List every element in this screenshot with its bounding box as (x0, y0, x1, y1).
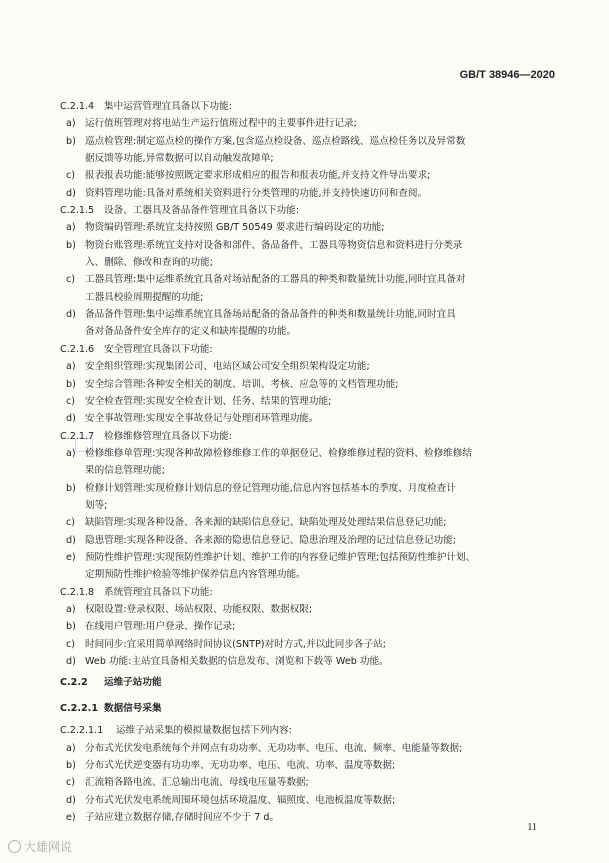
list-item (60, 601, 554, 618)
list-item-text: 时间同步:宜采用简单网络时间协议(SNTP)对时方式,并以此同步各子站; (85, 638, 386, 650)
list-item (60, 445, 554, 462)
list-item-label: d) (66, 413, 76, 425)
watermark (8, 838, 72, 855)
list-item-label: d) (66, 187, 76, 199)
watermark-logo-icon (8, 840, 21, 853)
list-item-continuation: 定期预防性维护检验等维护保养信息内容管理功能。 (85, 569, 306, 581)
section-heading (60, 202, 554, 219)
list-item-label: e) (66, 812, 76, 824)
list-item-label: e) (66, 551, 76, 563)
section-text: 安全管理宜具备以下功能: (104, 343, 213, 355)
list-item (60, 618, 554, 635)
document-body (60, 98, 554, 826)
section-text: 运维子站采集的模拟量数据包括下列内容: (116, 725, 292, 737)
section-number: C.2.1.5 (60, 205, 95, 217)
page-number: 11 (527, 822, 537, 833)
section-number: C.2.2 (60, 677, 88, 689)
list-item-text: 缺陷管理:实现各种设备、各来源的缺陷信息登记、缺陷处理及处理结果信息登记功能; (85, 517, 447, 529)
list-item-label: a) (66, 603, 76, 615)
list-item-label: a) (66, 361, 76, 373)
list-item (60, 306, 554, 323)
list-item-continuation: 入、删除、修改和查询的功能; (85, 257, 213, 269)
list-item-text: 备品备件管理:集中运维系统宜具备场站配备的备品备件的种类和数量统计功能,同时宜具 (85, 309, 456, 321)
list-item-text: 隐患管理:实现各种设备、各来源的隐患信息登记、隐患治理及治理的记过信息登记功能; (85, 534, 457, 546)
list-item (60, 358, 554, 375)
list-item-text: 子站应建立数据存储,存储时间应不少于 7 d。 (85, 812, 280, 824)
list-item-label: c) (66, 170, 76, 182)
section-heading (60, 584, 554, 601)
list-item (60, 393, 554, 410)
section-heading (60, 428, 554, 445)
list-item-label: d) (66, 794, 76, 806)
watermark-text: 大雄网说 (24, 840, 73, 854)
list-item-label: c) (66, 638, 76, 650)
list-item (60, 809, 554, 826)
list-item (60, 115, 554, 132)
section-title (60, 670, 554, 696)
list-item-text: 工器具管理:集中运维系统宜具备对场站配备的工器具的种类和数量统计功能,同时宜具备对 (85, 274, 466, 286)
list-item (60, 271, 554, 288)
list-item-text: 资料管理功能:具备对系统相关资料进行分类管理的功能,并支持快速访问和查阅。 (85, 187, 428, 199)
list-item-continuation: 果的信息管理功能; (85, 465, 165, 477)
list-item-label: b) (66, 621, 76, 633)
list-item-text: 检修计划管理:实现检修计划信息的登记管理功能,信息内容包括基本的季度、月度检查计 (85, 482, 456, 494)
list-item (60, 532, 554, 549)
list-item-label: c) (66, 274, 76, 286)
section-text: 设备、工器具及备品备件管理宜具备以下功能: (104, 205, 300, 217)
list-item (60, 133, 554, 150)
list-item-label: d) (66, 309, 76, 321)
section-text: 集中运营管理宜具备以下功能: (104, 101, 232, 112)
list-item-label: a) (66, 118, 76, 130)
section-text: 检修维修管理宜具备以下功能: (104, 430, 232, 442)
list-item-continuation: 工器具校验周期提醒的功能; (85, 291, 204, 303)
list-item (60, 757, 554, 774)
section-title (60, 696, 554, 722)
list-item-label: b) (66, 239, 76, 251)
list-item (60, 376, 554, 393)
section-number: C.2.2.1.1 (60, 725, 104, 737)
list-item-text: 报表报表功能:能够按照既定要求形成相应的报告和报表功能,并支持文件导出要求; (85, 170, 431, 182)
section-title-text: 运维子站功能 (104, 677, 162, 689)
section-heading (60, 98, 554, 115)
section-heading (60, 341, 554, 358)
list-item (60, 514, 554, 531)
list-item (60, 549, 554, 566)
list-item-text: 安全检查管理:实现安全检查计划、任务、结果的管理功能; (85, 395, 332, 407)
standard-code: GB/T 38946—2020 (459, 69, 555, 81)
list-item-continuation: 据反馈等功能,异常数据可以自动触发故障单; (85, 153, 274, 165)
list-item-text: 物资编码管理:系统宜支持按照 GB/T 50549 要求进行编码设定的功能; (85, 222, 385, 234)
list-item-text: 物资台账管理:系统宜支持对设备和部件、备品备件、工器具等物资信息和资料进行分类录 (85, 239, 463, 251)
list-item-label: c) (66, 517, 76, 529)
list-item-text: 分布式光伏发电系统每个并网点有功功率、无功功率、电压、电流、频率、电能量等数据; (85, 742, 463, 754)
list-item-continuation: 备对备品备件安全库存的定义和缺库提醒的功能。 (85, 326, 297, 338)
list-item-label: a) (66, 447, 76, 459)
list-item-text: 在线用户管理:用户登录、操作记录; (85, 621, 236, 633)
list-item (60, 237, 554, 254)
list-item-text: 预防性维护管理:实现预防性维护计划、维护工作的内容登记维护管理;包括预防性维护计划、 (85, 551, 476, 563)
section-number: C.2.2.1 (60, 703, 99, 715)
list-item-text: 安全综合管理:各种安全相关的制度、培训、考核、应急等的文档管理功能; (85, 378, 399, 390)
list-item-label: a) (66, 222, 76, 234)
list-item (60, 167, 554, 184)
list-item (60, 792, 554, 809)
list-item-label: b) (66, 760, 76, 772)
section-number: C.2.1.8 (60, 586, 95, 598)
list-item-label: b) (66, 482, 76, 494)
list-item-label: c) (66, 777, 76, 789)
list-item-text: 巡点检管理:制定巡点检的操作方案,包含巡点检设备、巡点检路线、巡点检任务以及异常数 (85, 135, 466, 147)
section-number: C.2.1.6 (60, 343, 95, 355)
section-title-text: 数据信号采集 (104, 703, 162, 715)
section-number: C.2.1.4 (60, 101, 95, 112)
list-item-label: b) (66, 378, 76, 390)
list-item-text: 汇流箱各路电流、汇总输出电流、母线电压量等数据; (85, 777, 309, 789)
list-item (60, 653, 554, 670)
list-item-label: c) (66, 395, 76, 407)
section-heading (60, 722, 554, 739)
list-item-text: 运行值班管理对将电站生产运行值班过程中的主要事件进行记录; (85, 118, 357, 130)
list-item-text: Web 功能:主站宜具备相关数据的信息发布、浏览和下载等 Web 功能。 (85, 656, 389, 667)
list-item-text: 安全事故管理:实现安全事故登记与处理闭环管理功能。 (85, 413, 319, 425)
list-item-label: d) (66, 534, 76, 546)
list-item-text: 权限设置:登录权限、场站权限、功能权限、数据权限; (85, 603, 313, 615)
list-item-label: a) (66, 742, 76, 754)
section-number: C.2.1.7 (60, 430, 95, 442)
list-item (60, 410, 554, 427)
section-text: 系统管理宜具备以下功能: (104, 586, 213, 598)
list-item (60, 636, 554, 653)
list-item-text: 分布式光伏发电系统周围环境包括环境温度、辐照度、电池板温度等数据; (85, 794, 396, 806)
list-item-text: 安全组织管理:实现集团公司、电站区域公司安全组织架构设定功能; (85, 361, 370, 373)
list-item (60, 480, 554, 497)
list-item-text: 检修维修单管理:实现各种故障检修维修工作的单据登记、检修维修过程的资料、检修维修结 (85, 447, 472, 459)
list-item-label: d) (66, 656, 76, 667)
list-item-label: b) (66, 135, 76, 147)
list-item (60, 740, 554, 757)
list-item (60, 219, 554, 236)
list-item (60, 774, 554, 791)
list-item-continuation: 划等; (85, 499, 108, 511)
list-item (60, 185, 554, 202)
list-item-text: 分布式光伏逆变器有功功率、无功功率、电压、电流、功率、温度等数据; (85, 760, 396, 772)
